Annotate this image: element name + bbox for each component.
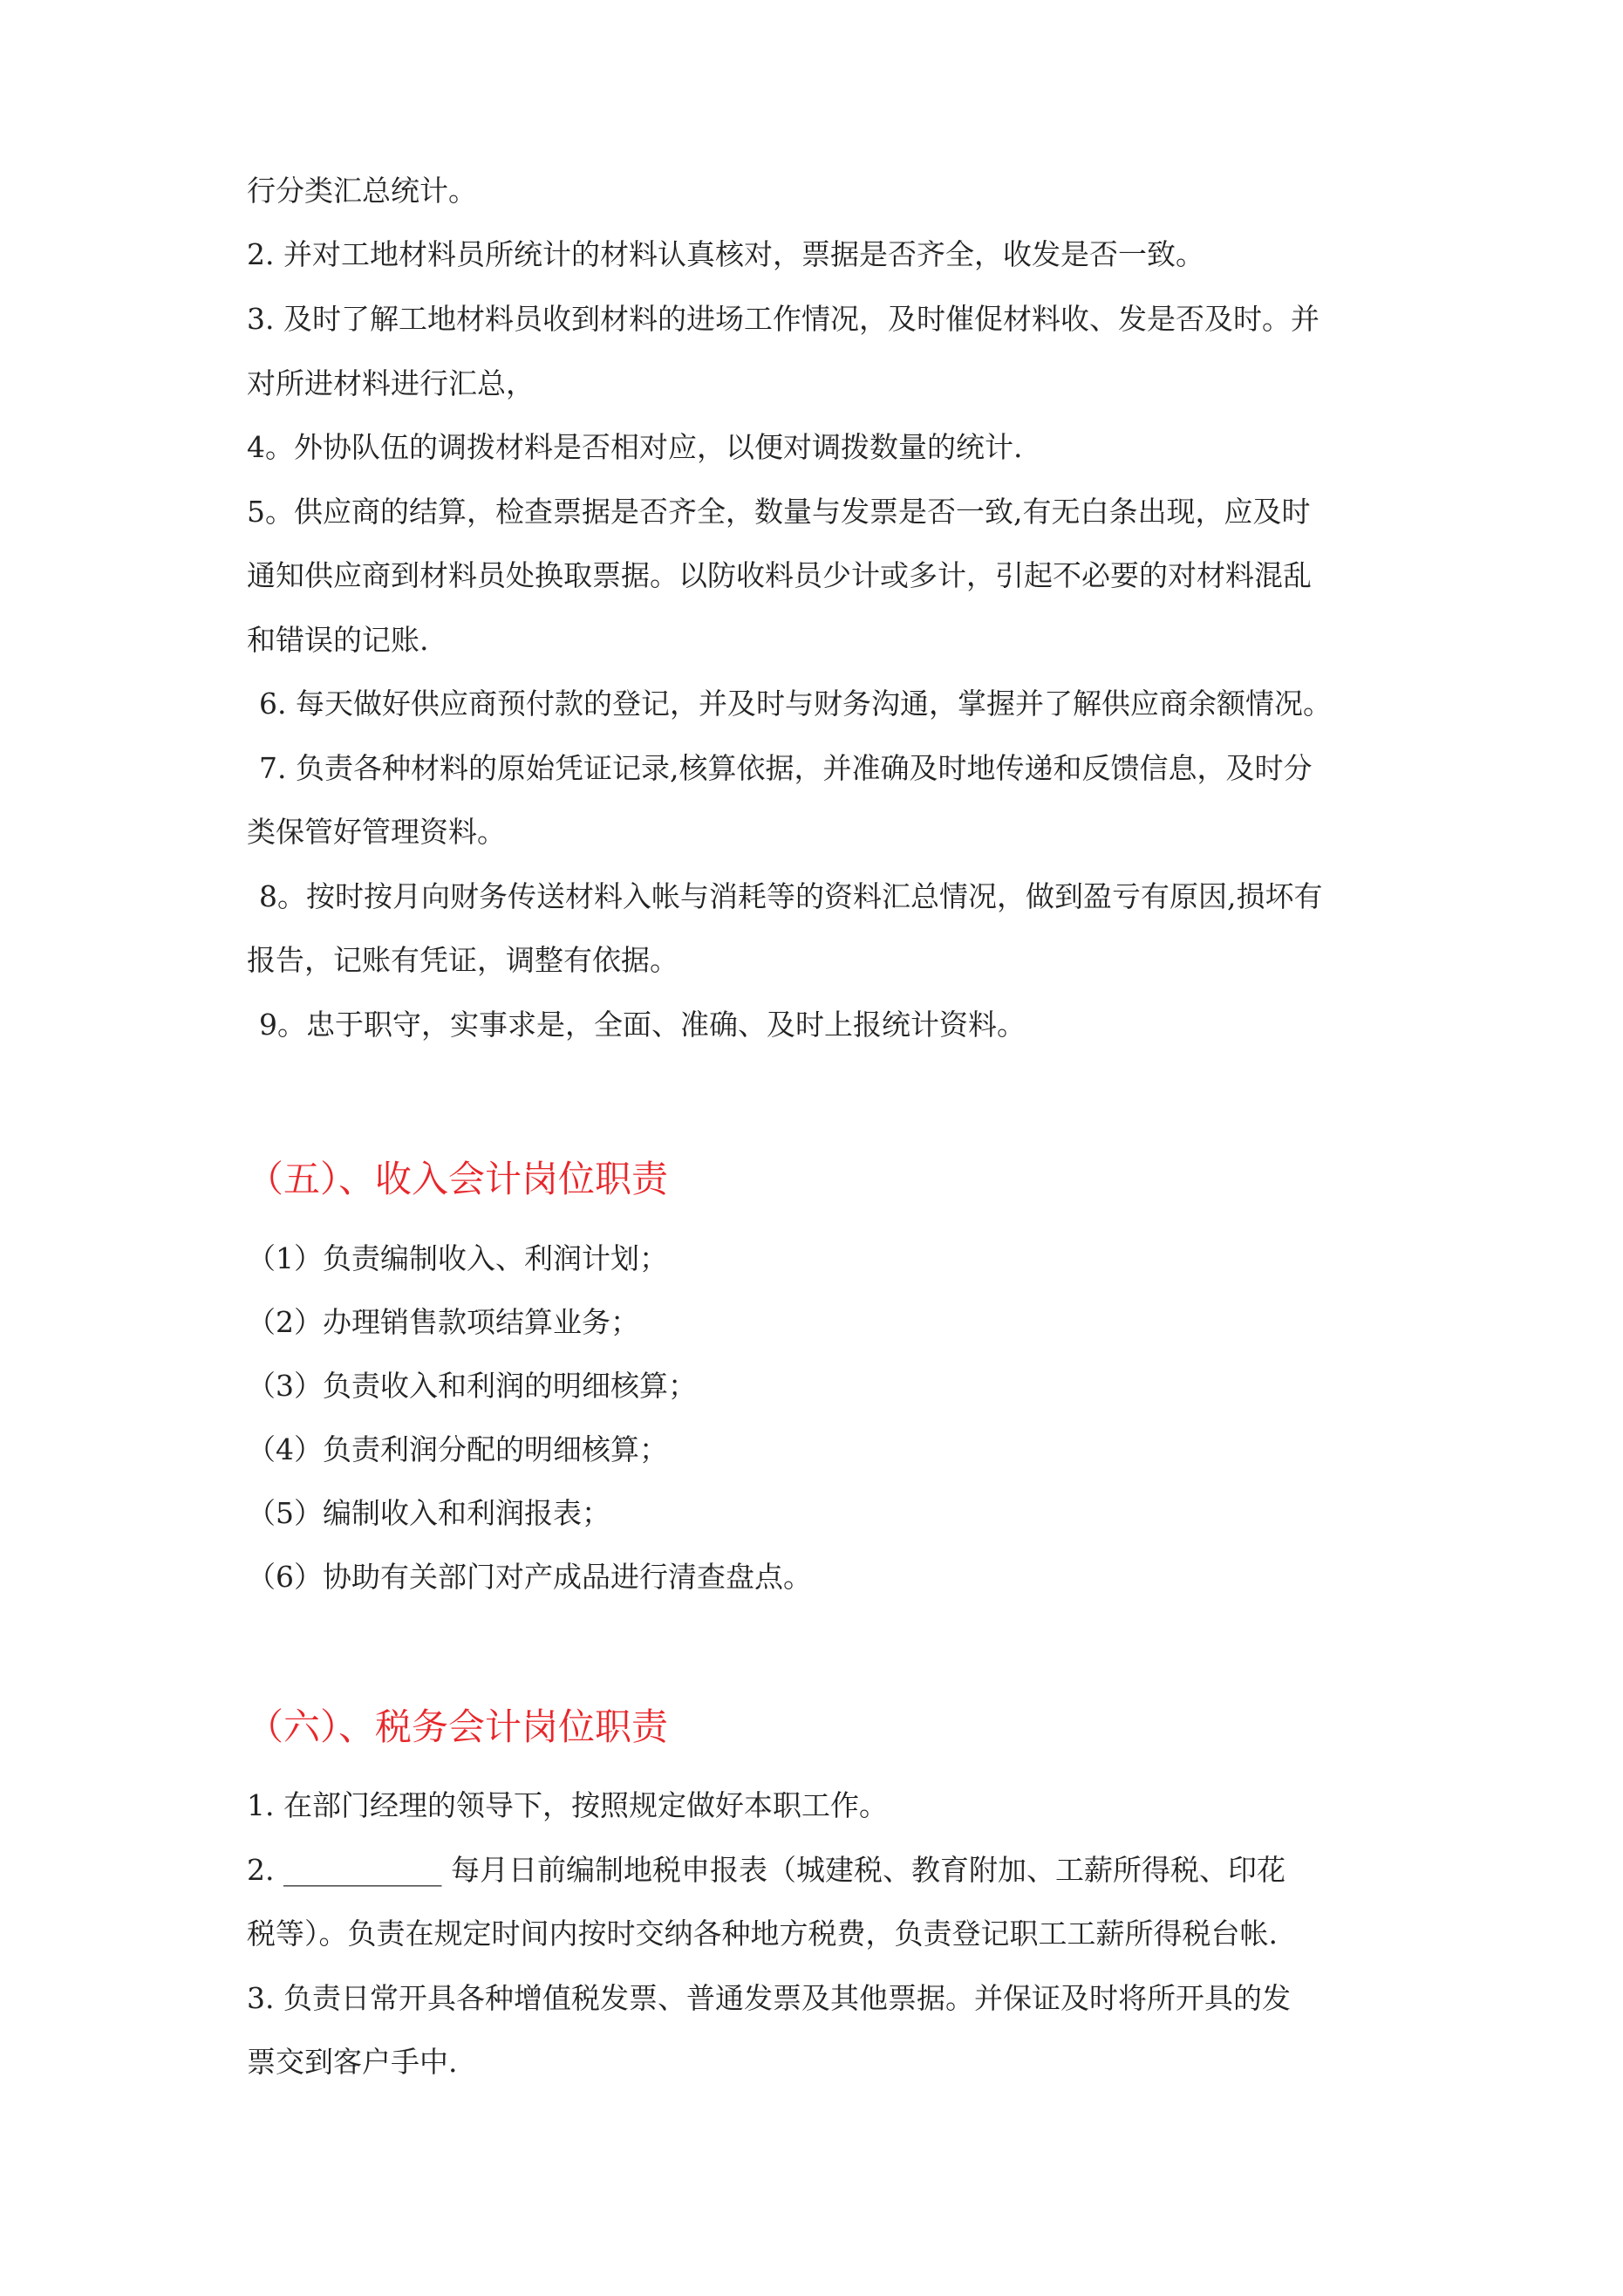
paragraph-line: 通知供应商到材料员处换取票据。以防收料员少计或多计，引起不必要的对材料混乱 — [247, 558, 1312, 592]
paragraph-line: 行分类汇总统计。 — [247, 174, 477, 208]
paragraph-line: 2. ___________ 每月日前编制地税申报表（城建税、教育附加、工薪所得税、印花 — [247, 1853, 1285, 1887]
paragraph-line: 税等）。负责在规定时间内按时交纳各种地方税费，负责登记职工工薪所得税台帐. — [247, 1917, 1278, 1951]
paragraph-line: 4。外协队伍的调拨材料是否相对应，以便对调拨数量的统计. — [247, 430, 1023, 464]
paragraph-line: 3. 负责日常开具各种增值税发票、普通发票及其他票据。并保证及时将所开具的发 — [247, 1981, 1291, 2015]
paragraph-line: 5。供应商的结算，检查票据是否齐全，数量与发票是否一致,有无白条出现，应及时 — [247, 495, 1311, 529]
paragraph-line: 8。按时按月向财务传送材料入帐与消耗等的资料汇总情况，做到盈亏有原因,损坏有 — [259, 879, 1323, 913]
paragraph-line: 2. 并对工地材料员所统计的材料认真核对，票据是否齐全，收发是否一致。 — [247, 237, 1204, 271]
list-item: （4）负责利润分配的明细核算； — [247, 1432, 668, 1466]
paragraph-line: 3. 及时了解工地材料员收到材料的进场工作情况，及时催促材料收、发是否及时。并 — [247, 302, 1320, 336]
paragraph-line: 和错误的记账. — [247, 623, 429, 657]
list-item: （1）负责编制收入、利润计划； — [247, 1241, 668, 1275]
section-heading: （五）、收入会计岗位职责 — [247, 1158, 669, 1200]
paragraph-line: 7. 负责各种材料的原始凭证记录,核算依据，并准确及时地传递和反馈信息，及时分 — [259, 751, 1313, 785]
paragraph-line: 1. 在部门经理的领导下，按照规定做好本职工作。 — [247, 1788, 888, 1822]
paragraph-line: 对所进材料进行汇总， — [247, 366, 535, 400]
list-item: （6）协助有关部门对产成品进行清查盘点。 — [247, 1560, 812, 1594]
paragraph-line: 9。忠于职守，实事求是，全面、准确、及时上报统计资料。 — [259, 1008, 1026, 1042]
paragraph-line: 票交到客户手中. — [247, 2045, 458, 2079]
section-heading: （六）、税务会计岗位职责 — [247, 1705, 669, 1748]
list-item: （5）编制收入和利润报表； — [247, 1496, 610, 1530]
list-item: （2）办理销售款项结算业务； — [247, 1305, 639, 1339]
list-item: （3）负责收入和利润的明细核算； — [247, 1369, 697, 1403]
paragraph-line: 6. 每天做好供应商预付款的登记，并及时与财务沟通，掌握并了解供应商余额情况。 — [259, 687, 1332, 721]
paragraph-line: 类保管好管理资料。 — [247, 815, 506, 849]
paragraph-line: 报告，记账有凭证，调整有依据。 — [247, 943, 679, 977]
